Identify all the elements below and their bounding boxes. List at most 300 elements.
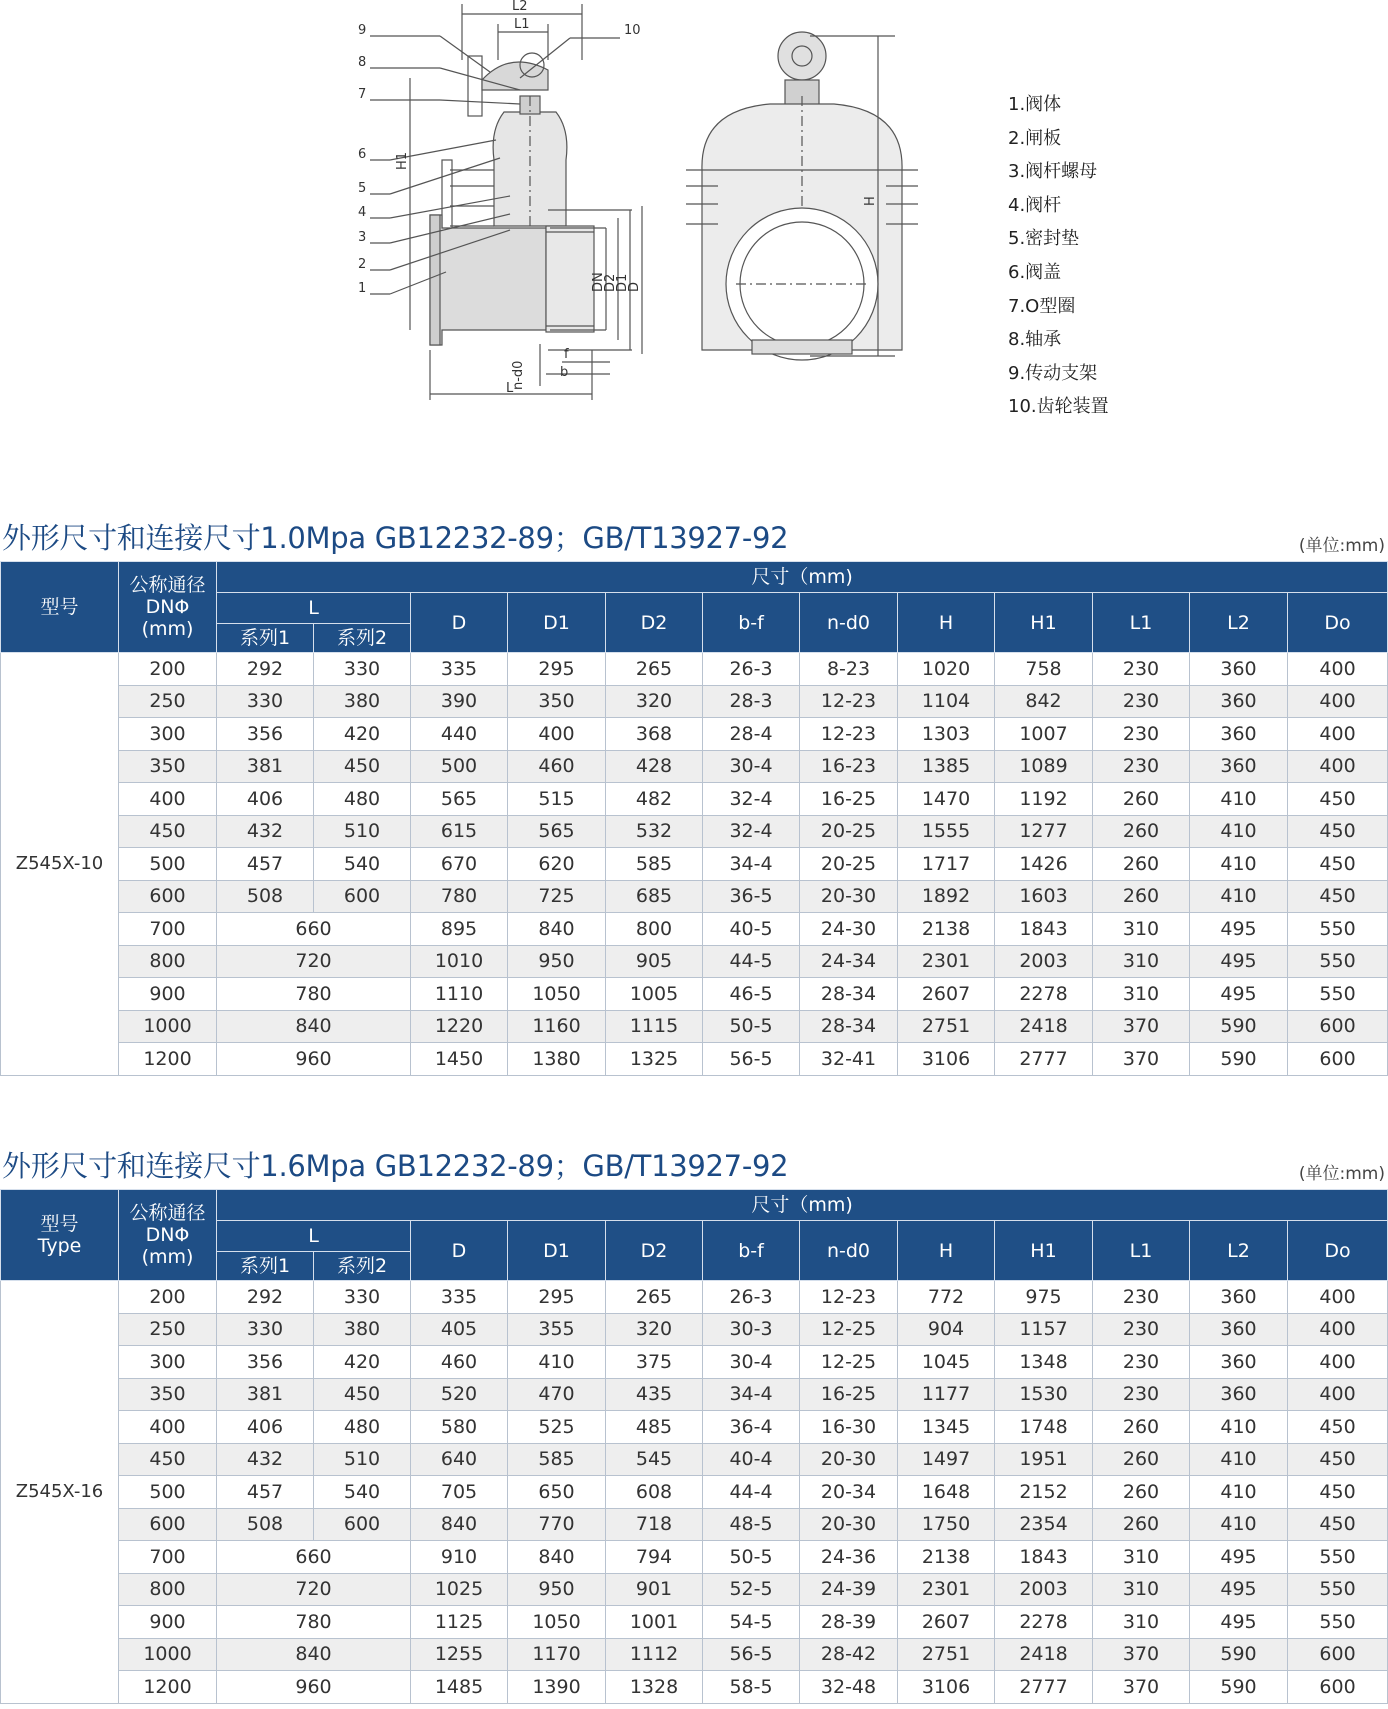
table-cell: 320	[606, 1313, 703, 1346]
table-cell: 450	[1288, 815, 1388, 848]
svg-text:b: b	[560, 365, 569, 380]
svg-text:8: 8	[358, 55, 367, 70]
part-item: 1.阀体	[1008, 94, 1062, 115]
table-cell: 58-5	[703, 1671, 800, 1704]
header-series2: 系列2	[314, 1252, 411, 1281]
table-cell: 1104	[898, 685, 995, 718]
table-cell: 44-4	[703, 1476, 800, 1509]
table-cell: 758	[995, 653, 1093, 686]
table-row	[1, 1638, 1388, 1671]
table-cell: 1303	[898, 718, 995, 751]
table-row	[1, 1346, 1388, 1379]
table-cell: 1385	[898, 750, 995, 783]
table-cell: 895	[411, 913, 508, 946]
table-cell: 500	[119, 848, 217, 881]
table-cell: 375	[606, 1346, 703, 1379]
table-cell: 40-4	[703, 1443, 800, 1476]
svg-text:L: L	[506, 381, 514, 396]
header-L: L	[217, 593, 411, 624]
part-item: 8.轴承	[1008, 329, 1062, 351]
table-cell: 260	[1093, 848, 1190, 881]
header-series2: 系列2	[314, 624, 411, 653]
table-cell: 400	[1288, 653, 1388, 686]
table-cell: 550	[1288, 1606, 1388, 1639]
table-cell: 520	[411, 1378, 508, 1411]
table-cell: 1748	[995, 1411, 1093, 1444]
table-cell: 550	[1288, 913, 1388, 946]
header-col: L2	[1190, 593, 1288, 653]
table-cell: 1160	[508, 1010, 606, 1043]
table-cell: 295	[508, 1281, 606, 1314]
table-cell: 1157	[995, 1313, 1093, 1346]
table-cell: 330	[217, 1313, 314, 1346]
table-cell: 44-5	[703, 945, 800, 978]
table-cell: 540	[314, 848, 411, 881]
table-cell: 400	[1288, 718, 1388, 751]
header-series1: 系列1	[217, 1252, 314, 1281]
table-cell: 46-5	[703, 978, 800, 1011]
table-cell: 1750	[898, 1508, 995, 1541]
table-cell: 30-3	[703, 1313, 800, 1346]
table-cell: 26-3	[703, 1281, 800, 1314]
table-cell: 56-5	[703, 1043, 800, 1076]
table-cell: 1170	[508, 1638, 606, 1671]
table-cell: 260	[1093, 1476, 1190, 1509]
table-cell: 1530	[995, 1378, 1093, 1411]
table-cell: 200	[119, 653, 217, 686]
table-cell: 380	[314, 1313, 411, 1346]
model-cell: Z545X-16	[1, 1281, 119, 1704]
header-col: D1	[508, 1221, 606, 1281]
table-cell: 400	[1288, 1281, 1388, 1314]
table-cell: 904	[898, 1313, 995, 1346]
table-cell: 3106	[898, 1043, 995, 1076]
table-cell: 800	[606, 913, 703, 946]
table-cell: 540	[314, 1476, 411, 1509]
table-cell: 410	[508, 1346, 606, 1379]
table-cell: 508	[217, 880, 314, 913]
header-type-cn: 型号	[40, 596, 79, 618]
table-row	[1, 1378, 1388, 1411]
table-cell: 406	[217, 783, 314, 816]
table-cell: 310	[1093, 945, 1190, 978]
table-cell: 495	[1190, 945, 1288, 978]
table-cell: 450	[1288, 880, 1388, 913]
table-cell: 360	[1190, 685, 1288, 718]
table-cell: 292	[217, 1281, 314, 1314]
table-cell: 565	[411, 783, 508, 816]
model-cell: Z545X-10	[1, 653, 119, 1076]
table-cell: 20-30	[800, 1508, 898, 1541]
table-cell: 450	[1288, 1443, 1388, 1476]
table-cell: 1192	[995, 783, 1093, 816]
table-cell: 450	[314, 750, 411, 783]
table-cell: 2418	[995, 1010, 1093, 1043]
table-cell: 840	[508, 1541, 606, 1574]
table-cell: 2607	[898, 1606, 995, 1639]
table-cell: 20-30	[800, 1443, 898, 1476]
header-col: b-f	[703, 1221, 800, 1281]
table-row	[1, 1508, 1388, 1541]
table-cell: 3106	[898, 1671, 995, 1704]
table-cell: 32-41	[800, 1043, 898, 1076]
table-cell: 590	[1190, 1010, 1288, 1043]
table-cell: 1843	[995, 1541, 1093, 1574]
table-cell: 1200	[119, 1671, 217, 1704]
table-cell: 330	[314, 1281, 411, 1314]
table-cell: 842	[995, 685, 1093, 718]
table-row	[1, 1541, 1388, 1574]
table-cell: 2278	[995, 1606, 1093, 1639]
table-cell: 772	[898, 1281, 995, 1314]
table-cell: 360	[1190, 1378, 1288, 1411]
spec-table-1	[0, 561, 1388, 1076]
table-cell: 20-25	[800, 848, 898, 881]
table-cell: 32-4	[703, 815, 800, 848]
table-cell: 360	[1190, 718, 1288, 751]
header-series1: 系列1	[217, 624, 314, 653]
header-col: L1	[1093, 1221, 1190, 1281]
table-cell: 36-4	[703, 1411, 800, 1444]
header-col: L2	[1190, 1221, 1288, 1281]
table-cell: 495	[1190, 1573, 1288, 1606]
table-cell: 532	[606, 815, 703, 848]
table-cell: 495	[1190, 978, 1288, 1011]
table-cell: 420	[314, 718, 411, 751]
svg-text:4: 4	[358, 205, 367, 220]
table-cell: 410	[1190, 848, 1288, 881]
table-cell: 310	[1093, 1606, 1190, 1639]
table-cell: 800	[119, 1573, 217, 1606]
table-cell: 580	[411, 1411, 508, 1444]
table-cell: 20-30	[800, 880, 898, 913]
table-cell: 368	[606, 718, 703, 751]
table-cell: 1010	[411, 945, 508, 978]
table-cell: 718	[606, 1508, 703, 1541]
table-cell: 230	[1093, 750, 1190, 783]
table-cell: 550	[1288, 1573, 1388, 1606]
header-type	[1, 562, 119, 653]
table-cell: 720	[217, 1573, 411, 1606]
table-cell: 350	[119, 750, 217, 783]
table-cell: 230	[1093, 653, 1190, 686]
table-cell: 608	[606, 1476, 703, 1509]
table-cell: 480	[314, 783, 411, 816]
header-col: Do	[1288, 593, 1388, 653]
table-cell: 450	[1288, 1508, 1388, 1541]
table-cell: 720	[217, 945, 411, 978]
table-cell: 410	[1190, 1411, 1288, 1444]
table-cell: 1380	[508, 1043, 606, 1076]
table-cell: 2301	[898, 1573, 995, 1606]
table-cell: 400	[1288, 1313, 1388, 1346]
table-cell: 2138	[898, 1541, 995, 1574]
table-cell: 410	[1190, 783, 1288, 816]
table-cell: 420	[314, 1346, 411, 1379]
table-cell: 600	[1288, 1043, 1388, 1076]
table-cell: 1497	[898, 1443, 995, 1476]
table-cell: 300	[119, 1346, 217, 1379]
table-cell: 34-4	[703, 1378, 800, 1411]
table-cell: 335	[411, 653, 508, 686]
table-row	[1, 1443, 1388, 1476]
header-type-en: Type	[37, 1235, 82, 1257]
table-cell: 260	[1093, 1508, 1190, 1541]
table-cell: 410	[1190, 1443, 1288, 1476]
table-cell: 292	[217, 653, 314, 686]
section-title-2: 外形尺寸和连接尺寸1.6Mpa GB12232-89；GB/T13927-92	[2, 1149, 789, 1183]
table-cell: 640	[411, 1443, 508, 1476]
table-cell: 295	[508, 653, 606, 686]
table-cell: 435	[606, 1378, 703, 1411]
table-cell: 1843	[995, 913, 1093, 946]
table-cell: 2003	[995, 1573, 1093, 1606]
table-cell: 770	[508, 1508, 606, 1541]
table-cell: 370	[1093, 1043, 1190, 1076]
table-cell: 310	[1093, 978, 1190, 1011]
table-cell: 515	[508, 783, 606, 816]
header-type-cn: 型号	[40, 1213, 79, 1235]
table-cell: 660	[217, 913, 411, 946]
table-row	[1, 750, 1388, 783]
table-cell: 265	[606, 1281, 703, 1314]
table-cell: 840	[217, 1010, 411, 1043]
table-cell: 16-25	[800, 1378, 898, 1411]
header-L: L	[217, 1221, 411, 1252]
table-cell: 28-4	[703, 718, 800, 751]
table-cell: 230	[1093, 718, 1190, 751]
table-cell: 495	[1190, 1606, 1288, 1639]
table-cell: 1050	[508, 978, 606, 1011]
table-cell: 585	[508, 1443, 606, 1476]
svg-text:f: f	[564, 347, 569, 362]
table-cell: 260	[1093, 1411, 1190, 1444]
table-cell: 2777	[995, 1043, 1093, 1076]
table-cell: 1603	[995, 880, 1093, 913]
table-cell: 2138	[898, 913, 995, 946]
table-cell: 1220	[411, 1010, 508, 1043]
table-cell: 600	[119, 880, 217, 913]
table-cell: 260	[1093, 1443, 1190, 1476]
table-row	[1, 1313, 1388, 1346]
table-cell: 381	[217, 750, 314, 783]
table-cell: 356	[217, 1346, 314, 1379]
table-cell: 900	[119, 1606, 217, 1639]
header-col: n-d0	[800, 1221, 898, 1281]
table-cell: 600	[1288, 1638, 1388, 1671]
table-cell: 495	[1190, 913, 1288, 946]
table-cell: 350	[119, 1378, 217, 1411]
table-cell: 370	[1093, 1671, 1190, 1704]
table-cell: 1470	[898, 783, 995, 816]
table-cell: 650	[508, 1476, 606, 1509]
table-cell: 2301	[898, 945, 995, 978]
header-dn-line3: (mm)	[141, 1246, 194, 1268]
table-cell: 250	[119, 685, 217, 718]
part-item: 4.阀杆	[1008, 194, 1062, 216]
header-col: H1	[995, 593, 1093, 653]
table-row	[1, 913, 1388, 946]
table-row	[1, 653, 1388, 686]
header-dims: 尺寸（mm)	[217, 1190, 1388, 1221]
table-cell: 12-25	[800, 1346, 898, 1379]
table-cell: 260	[1093, 783, 1190, 816]
table-cell: 2003	[995, 945, 1093, 978]
table-cell: 905	[606, 945, 703, 978]
table-cell: 2278	[995, 978, 1093, 1011]
header-col: b-f	[703, 593, 800, 653]
table-cell: 2152	[995, 1476, 1093, 1509]
table-cell: 1000	[119, 1010, 217, 1043]
header-col: n-d0	[800, 593, 898, 653]
table-cell: 450	[1288, 848, 1388, 881]
table-cell: 700	[119, 913, 217, 946]
table-cell: 585	[606, 848, 703, 881]
table-cell: 450	[314, 1378, 411, 1411]
table-cell: 432	[217, 815, 314, 848]
table-row	[1, 1671, 1388, 1704]
part-item: 7.O型圈	[1008, 295, 1076, 317]
table-row	[1, 978, 1388, 1011]
table-cell: 28-34	[800, 1010, 898, 1043]
table-cell: 800	[119, 945, 217, 978]
table-cell: 508	[217, 1508, 314, 1541]
table-cell: 510	[314, 815, 411, 848]
table-cell: 565	[508, 815, 606, 848]
table-cell: 400	[1288, 1346, 1388, 1379]
table-row	[1, 1411, 1388, 1444]
table-cell: 360	[1190, 1313, 1288, 1346]
table-cell: 2777	[995, 1671, 1093, 1704]
table-cell: 550	[1288, 945, 1388, 978]
table-cell: 1348	[995, 1346, 1093, 1379]
table-cell: 550	[1288, 1541, 1388, 1574]
part-item: 2.闸板	[1008, 127, 1062, 149]
table-row	[1, 718, 1388, 751]
table-cell: 450	[119, 1443, 217, 1476]
table-cell: 780	[217, 978, 411, 1011]
table-cell: 28-42	[800, 1638, 898, 1671]
svg-text:7: 7	[358, 87, 367, 102]
table-cell: 50-5	[703, 1010, 800, 1043]
table-cell: 1110	[411, 978, 508, 1011]
table-cell: 410	[1190, 880, 1288, 913]
table-cell: 16-23	[800, 750, 898, 783]
table-cell: 1892	[898, 880, 995, 913]
table-cell: 20-25	[800, 815, 898, 848]
table-cell: 410	[1190, 1508, 1288, 1541]
table-cell: 48-5	[703, 1508, 800, 1541]
table-cell: 28-39	[800, 1606, 898, 1639]
table-row	[1, 783, 1388, 816]
unit-label-2: (单位:mm)	[1298, 1164, 1385, 1184]
table-row	[1, 1043, 1388, 1076]
table-cell: 500	[411, 750, 508, 783]
table-cell: 705	[411, 1476, 508, 1509]
table-cell: 310	[1093, 913, 1190, 946]
table-cell: 460	[411, 1346, 508, 1379]
table-cell: 230	[1093, 1313, 1190, 1346]
table-cell: 840	[508, 913, 606, 946]
svg-text:H1: H1	[395, 151, 410, 170]
table-cell: 390	[411, 685, 508, 718]
table-cell: 545	[606, 1443, 703, 1476]
svg-text:5: 5	[358, 181, 367, 196]
parts-list	[1008, 88, 1109, 424]
table-cell: 1277	[995, 815, 1093, 848]
table-cell: 1177	[898, 1378, 995, 1411]
table-cell: 600	[119, 1508, 217, 1541]
table-cell: 1328	[606, 1671, 703, 1704]
header-col: D2	[606, 593, 703, 653]
table-cell: 2751	[898, 1638, 995, 1671]
table-cell: 230	[1093, 1346, 1190, 1379]
table-cell: 410	[1190, 815, 1288, 848]
table-cell: 360	[1190, 1346, 1288, 1379]
table-cell: 600	[314, 880, 411, 913]
table-cell: 400	[1288, 685, 1388, 718]
table-cell: 1485	[411, 1671, 508, 1704]
table-cell: 310	[1093, 1541, 1190, 1574]
table-cell: 230	[1093, 685, 1190, 718]
header-col: D2	[606, 1221, 703, 1281]
table-cell: 26-3	[703, 653, 800, 686]
table-cell: 1325	[606, 1043, 703, 1076]
table-cell: 1717	[898, 848, 995, 881]
table-cell: 1200	[119, 1043, 217, 1076]
table-cell: 52-5	[703, 1573, 800, 1606]
svg-text:H: H	[863, 196, 878, 206]
table-cell: 400	[1288, 1378, 1388, 1411]
table-cell: 406	[217, 1411, 314, 1444]
table-cell: 910	[411, 1541, 508, 1574]
table-cell: 330	[217, 685, 314, 718]
table-cell: 370	[1093, 1638, 1190, 1671]
table-cell: 30-4	[703, 750, 800, 783]
svg-text:D1: D1	[615, 273, 630, 292]
table-cell: 260	[1093, 880, 1190, 913]
table-cell: 460	[508, 750, 606, 783]
table-cell: 450	[119, 815, 217, 848]
table-cell: 400	[119, 1411, 217, 1444]
table-cell: 356	[217, 718, 314, 751]
table-cell: 1005	[606, 978, 703, 1011]
table-cell: 16-30	[800, 1411, 898, 1444]
table-cell: 440	[411, 718, 508, 751]
table-cell: 12-23	[800, 685, 898, 718]
table-cell: 620	[508, 848, 606, 881]
header-col: H1	[995, 1221, 1093, 1281]
table-cell: 600	[1288, 1671, 1388, 1704]
table-cell: 780	[217, 1606, 411, 1639]
table-cell: 950	[508, 945, 606, 978]
table-cell: 355	[508, 1313, 606, 1346]
table-cell: 32-48	[800, 1671, 898, 1704]
svg-text:L1: L1	[514, 17, 530, 32]
svg-text:L2: L2	[512, 0, 528, 14]
table-cell: 350	[508, 685, 606, 718]
table-cell: 32-4	[703, 783, 800, 816]
table-body-1	[1, 653, 1388, 1076]
svg-text:9: 9	[358, 23, 367, 38]
table-cell: 2751	[898, 1010, 995, 1043]
table-cell: 2607	[898, 978, 995, 1011]
table-cell: 660	[217, 1541, 411, 1574]
table-cell: 1951	[995, 1443, 1093, 1476]
table-cell: 400	[1288, 750, 1388, 783]
table-cell: 1050	[508, 1606, 606, 1639]
table-cell: 450	[1288, 1476, 1388, 1509]
